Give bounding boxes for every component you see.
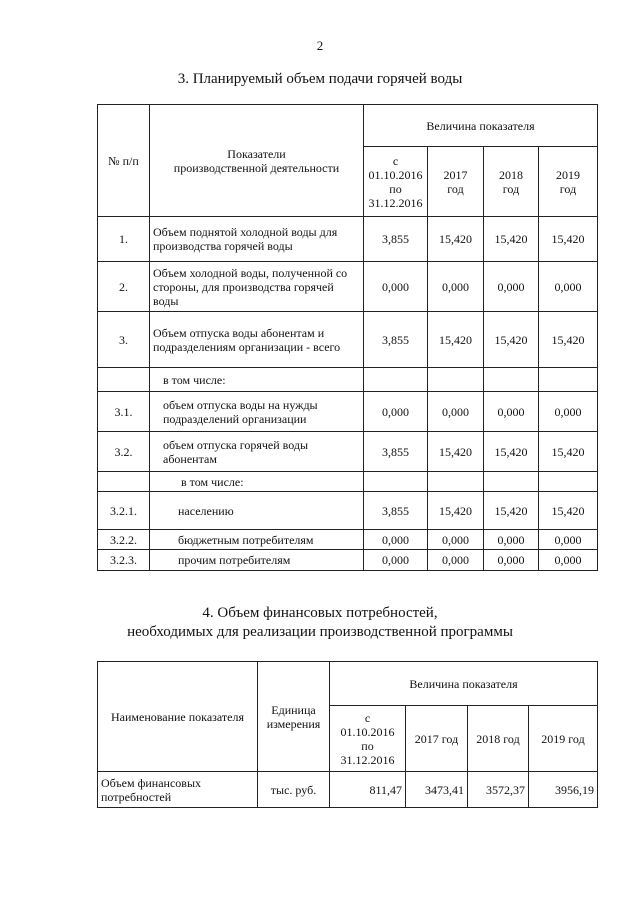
- row-num: 3.: [98, 312, 150, 368]
- row-value: 15,420: [428, 432, 484, 472]
- row-value: 15,420: [539, 217, 598, 262]
- row-value: 0,000: [539, 392, 598, 432]
- row-name: прочим потребителям: [150, 550, 364, 571]
- row-value: 3,855: [364, 492, 428, 530]
- row-value: 0,000: [428, 550, 484, 571]
- row-value: 15,420: [484, 432, 539, 472]
- header-num: № п/п: [98, 105, 150, 217]
- row-value: 0,000: [428, 262, 484, 312]
- table-row: [98, 217, 598, 262]
- row-value: 0,000: [364, 530, 428, 550]
- row-num: 3.2.: [98, 432, 150, 472]
- header-period-2019: 2019 год: [529, 706, 598, 772]
- row-value: 15,420: [539, 492, 598, 530]
- table-row: [98, 392, 598, 432]
- row-num: 2.: [98, 262, 150, 312]
- row-value: 3,855: [364, 312, 428, 368]
- row-num: 3.2.1.: [98, 492, 150, 530]
- row-value: 0,000: [484, 392, 539, 432]
- row-value: 0,000: [484, 530, 539, 550]
- row-value: 0,000: [364, 262, 428, 312]
- row-num: 3.2.3.: [98, 550, 150, 571]
- row-name: населению: [150, 492, 364, 530]
- header-period-2017: 2017 год: [406, 706, 468, 772]
- row-name: объем отпуска горячей воды абонентам: [150, 432, 364, 472]
- table-row: [98, 772, 598, 808]
- header-indicator-name: Наименование показателя: [98, 662, 258, 772]
- subheader-label: в том числе:: [150, 472, 364, 492]
- row-num: 3.1.: [98, 392, 150, 432]
- row-value: 15,420: [484, 492, 539, 530]
- header-value-group: Величина показателя: [364, 105, 598, 147]
- table-row: [98, 432, 598, 472]
- row-value: 0,000: [484, 262, 539, 312]
- header-period-q4-2016: с 01.10.2016 по 31.12.2016: [330, 706, 406, 772]
- table-row: [98, 550, 598, 571]
- row-value: 0,000: [539, 530, 598, 550]
- row-value: 0,000: [428, 530, 484, 550]
- row-value: 3956,19: [529, 772, 598, 808]
- table-subheader-row: [98, 368, 598, 392]
- row-value: 811,47: [330, 772, 406, 808]
- table-row: [98, 530, 598, 550]
- header-value-group: Величина показателя: [330, 662, 598, 706]
- row-value: 3,855: [364, 217, 428, 262]
- row-value: 15,420: [428, 217, 484, 262]
- row-value: 3473,41: [406, 772, 468, 808]
- row-value: 15,420: [428, 312, 484, 368]
- row-value: 0,000: [428, 392, 484, 432]
- header-unit: Единица измерения: [258, 662, 330, 772]
- table-row: [98, 262, 598, 312]
- row-num: 3.2.2.: [98, 530, 150, 550]
- row-value: 15,420: [428, 492, 484, 530]
- row-value: 0,000: [539, 262, 598, 312]
- row-unit: тыс. руб.: [258, 772, 330, 808]
- row-value: 0,000: [364, 392, 428, 432]
- row-value: 15,420: [484, 312, 539, 368]
- row-value: 15,420: [539, 312, 598, 368]
- row-num: 1.: [98, 217, 150, 262]
- row-value: 15,420: [484, 217, 539, 262]
- row-name: Объем холодной воды, полученной со стороны, для производства горячей воды: [150, 262, 364, 312]
- table-subheader-row: [98, 472, 598, 492]
- header-period-q4-2016: с 01.10.2016 по 31.12.2016: [364, 147, 428, 217]
- table-row: [98, 492, 598, 530]
- section-4-title: [0, 604, 640, 642]
- section-4-title-line2: необходимых для реализации производственной программы: [127, 624, 513, 640]
- header-period-2018: 2018 год: [468, 706, 529, 772]
- header-period-2018: 2018 год: [484, 147, 539, 217]
- row-value: 3572,37: [468, 772, 529, 808]
- row-value: 0,000: [484, 550, 539, 571]
- water-supply-table: [97, 104, 598, 571]
- row-name: объем отпуска воды на нужды подразделений организации: [150, 392, 364, 432]
- row-value: 0,000: [364, 550, 428, 571]
- row-value: 0,000: [539, 550, 598, 571]
- row-name: Объем поднятой холодной воды для производства горячей воды: [150, 217, 364, 262]
- page-number: 2: [316, 38, 324, 53]
- table-row: [98, 312, 598, 368]
- header-indicator: Показатели производственной деятельности: [150, 105, 364, 217]
- header-period-2019: 2019 год: [539, 147, 598, 217]
- row-value: 15,420: [539, 432, 598, 472]
- financial-needs-table: [97, 661, 598, 808]
- row-name: бюджетным потребителям: [150, 530, 364, 550]
- row-value: 3,855: [364, 432, 428, 472]
- row-name: Объем отпуска воды абонентам и подразделениям организации - всего: [150, 312, 364, 368]
- section-4-title-line1: 4. Объем финансовых потребностей,: [202, 605, 438, 621]
- row-name: Объем финансовых потребностей: [98, 772, 258, 808]
- subheader-label: в том числе:: [150, 368, 364, 392]
- section-3-title: 3. Планируемый объем подачи горячей воды: [177, 71, 463, 87]
- header-period-2017: 2017 год: [428, 147, 484, 217]
